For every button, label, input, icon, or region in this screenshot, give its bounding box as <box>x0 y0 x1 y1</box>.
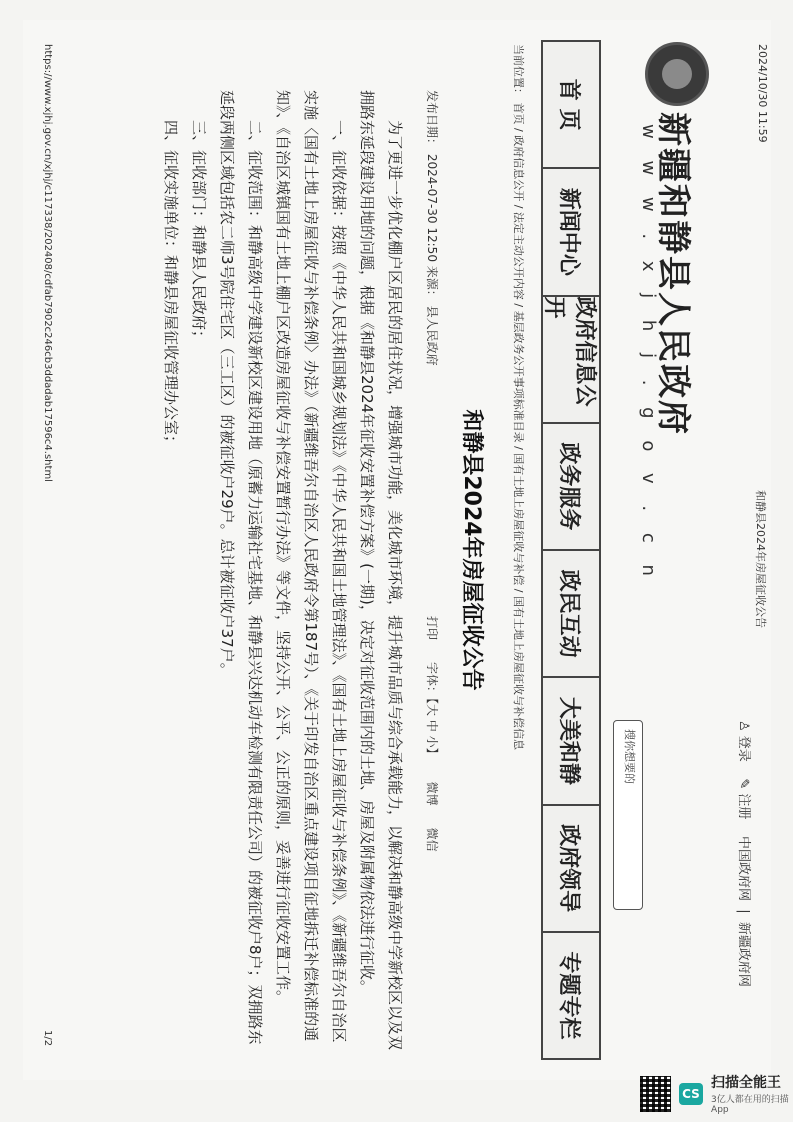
login-link[interactable]: 登录 <box>736 735 751 762</box>
nav-topics[interactable]: 专题专栏 <box>541 931 601 1060</box>
nav-news[interactable]: 新闻中心 <box>541 167 601 294</box>
pen-icon <box>736 778 751 789</box>
user-icon <box>736 720 751 732</box>
nav-leaders[interactable]: 政府领导 <box>541 804 601 931</box>
rotated-printed-page <box>23 20 771 1080</box>
share-weibo[interactable]: 微博 <box>425 781 439 806</box>
nav-info-disclosure[interactable]: 政府信息公开 <box>541 295 601 422</box>
link-separator: | <box>736 909 751 914</box>
font-size-links[interactable]: 字体：【大 中 小】 <box>425 662 439 760</box>
print-link[interactable]: 打印 <box>425 616 439 641</box>
article-tools <box>424 616 441 852</box>
breadcrumb[interactable]: 当前位置： 首页 / 政府信息公开 / 法定主动公开内容 / 基层政务公开事项标准目录 / 国有土地上房屋征收与补偿 / 国有土地上房屋征收与补偿信息 <box>512 44 525 750</box>
article-meta: 发布日期： 2024-07-30 12:50 来源： 县人民政府 <box>425 90 439 366</box>
print-footer-url: https://www.xjhj.gov.cn/xjhj/c117338/202408/cdfab7902c246cb3ddadab17596c4.shtml <box>42 44 53 482</box>
print-timestamp: 2024/10/30 11:59 <box>756 44 769 143</box>
national-emblem-icon <box>645 42 709 106</box>
article-paragraph: 四、征收实施单位：和静县房屋征收管理办公室； <box>162 120 180 451</box>
register-link[interactable]: 注册 <box>736 793 751 820</box>
nav-gov-services[interactable]: 政务服务 <box>541 422 601 549</box>
nav-interaction[interactable]: 政民互动 <box>541 549 601 676</box>
watermark-subtitle: 3亿人都在用的扫描App <box>711 1095 789 1115</box>
print-footer-page: 1/2 <box>42 1030 53 1047</box>
main-nav <box>541 40 601 1060</box>
scanner-watermark <box>640 1072 793 1115</box>
share-wechat[interactable]: 微信 <box>425 827 439 852</box>
print-header-title: 和静县2024年房屋征收公告 <box>754 490 767 628</box>
article-paragraph: 三、征收部门：和静县人民政府； <box>190 120 208 346</box>
camscanner-logo-icon: CS <box>679 1083 703 1105</box>
nav-home[interactable]: 首 页 <box>541 40 601 167</box>
article-paragraph: 二、征收范围：和静高级中学建设新校区建设用地（原蓄力运输社宅基地、和静县兴达机动车检测有限责任公司）的被征收户8户；双拥路东延段两侧区域包括农二师3号院住宅区（三工区）的被征收户29户。总计被征收户37户。 <box>218 90 264 1045</box>
xj-gov-link[interactable]: 新疆政府网 <box>736 921 751 987</box>
site-logo-title[interactable]: 新疆和静县人民政府 <box>653 112 693 436</box>
site-logo-url: w w w . x j h j . g o v . c n <box>638 124 659 584</box>
article-paragraph: 为了更进一步优化棚户区居民的居住状况，增强城市功能，美化城市环境，提升城市品质与综合承载能力，以解决和静高级中学新校区以及双拥路东延段建设用地的问题，根据《和静县2024年征收安置补偿方案》(一期)，决定对征收范围内的土地、房屋及附属物依法进行征收。 <box>358 90 404 1051</box>
top-links <box>736 720 755 987</box>
cn-gov-link[interactable]: 中国政府网 <box>736 835 751 901</box>
nav-hejing[interactable]: 大美和静 <box>541 676 601 803</box>
article-title: 和静县2024年房屋征收公告 <box>459 409 484 691</box>
watermark-title: 扫描全能王 <box>711 1075 782 1091</box>
article-paragraph: 一、征收依据：按照《中华人民共和国城乡规划法》《中华人民共和国土地管理法》、《国有土地上房屋征收与补偿条例》、《新疆维吾尔自治区实施〈国有土地上房屋征收与补偿条例〉办法》（新疆维吾尔自治区人民政府令第187号）、《关于印发自治区重点建设项目征地拆迁补偿标准的通知》、《自治区城镇国有土地上棚户区改造房屋征收与补偿安置暂行办法》等文件，坚持公开、公平、公正的原则，妥善进行征收安置工作。 <box>274 90 348 1043</box>
search-input[interactable]: 搜你想要的 <box>613 720 643 910</box>
qr-code-icon <box>640 1076 671 1112</box>
